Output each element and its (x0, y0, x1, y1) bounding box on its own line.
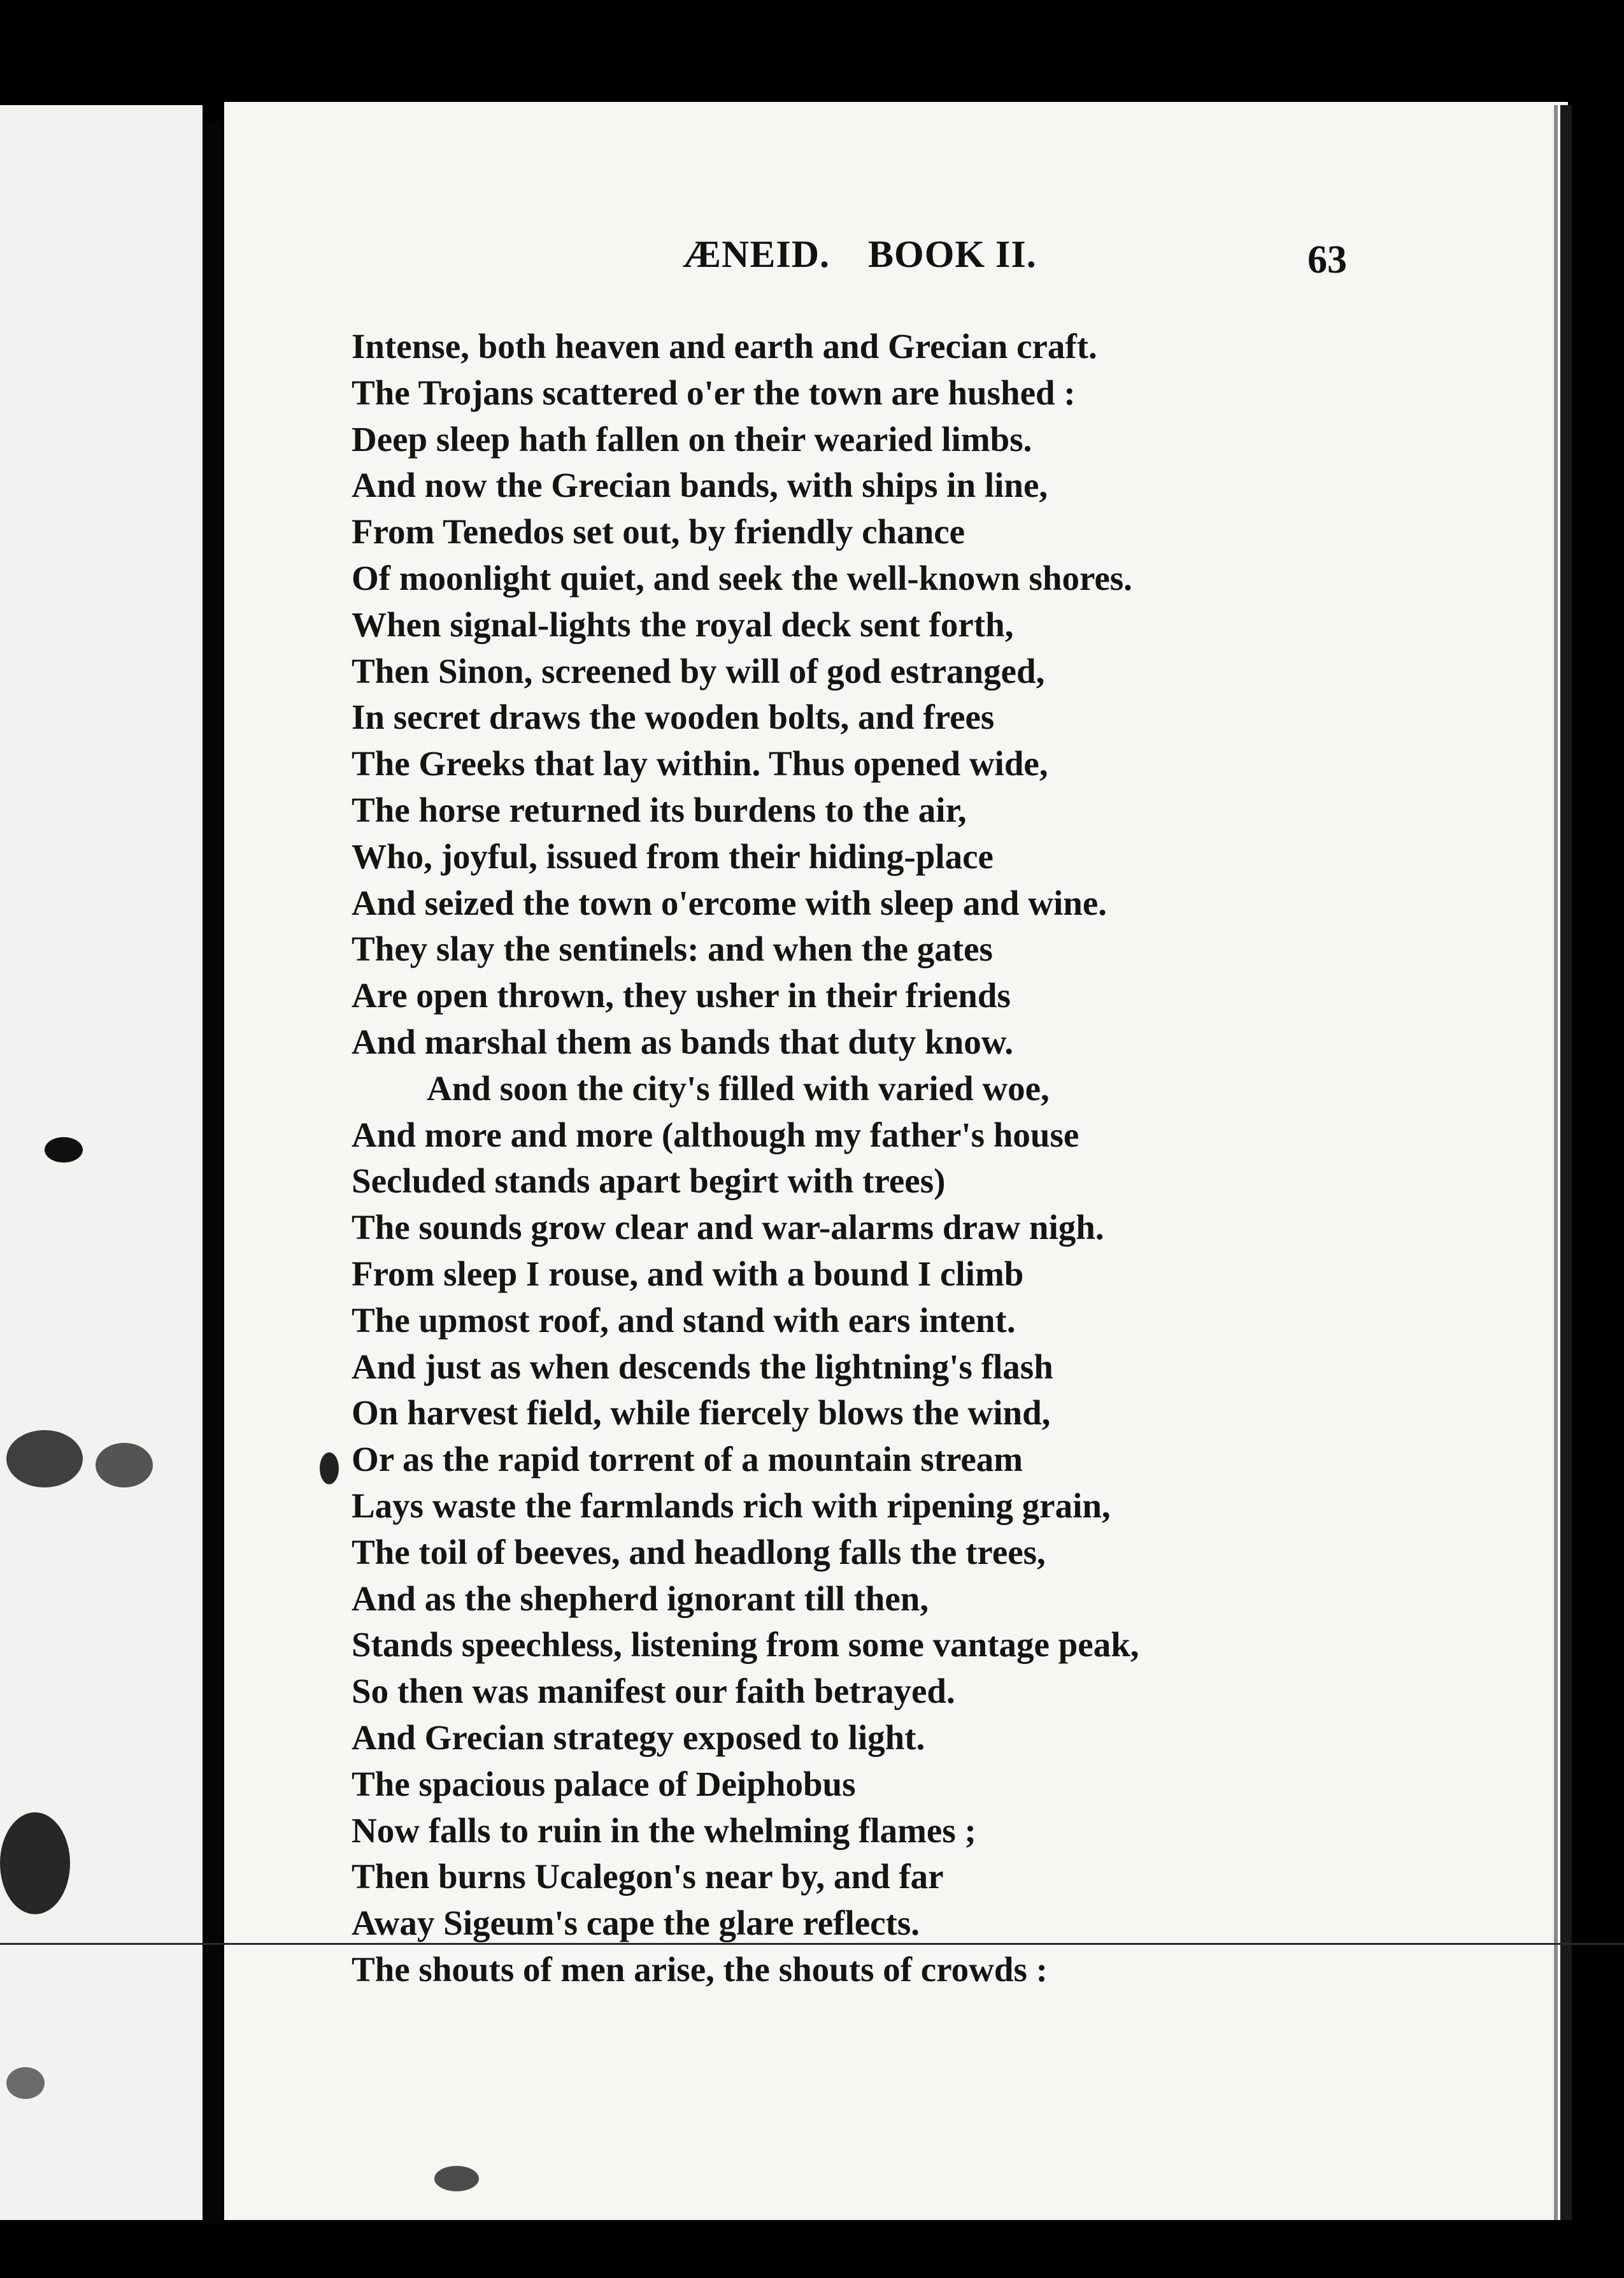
verse-line: Lays waste the farmlands rich with ripening grain, (352, 1486, 1111, 1525)
verse-line: Then Sinon, screened by will of god estranged, (352, 651, 1045, 691)
verse-line: The spacious palace of Deiphobus (352, 1764, 856, 1803)
book-title: ÆNEID. (683, 233, 830, 275)
ink-blot (96, 1443, 153, 1487)
verse-line: The sounds grow clear and war-alarms draw nigh. (352, 1208, 1104, 1247)
verse-line: The toil of beeves, and headlong falls the trees, (352, 1532, 1046, 1572)
scanner-line (0, 1943, 1624, 1945)
verse-line: And more and more (although my father's house (352, 1115, 1079, 1154)
verse-line: Or as the rapid torrent of a mountain stream (352, 1440, 1023, 1479)
ink-blot (434, 2166, 479, 2191)
verse-line: Are open thrown, they usher in their friends (352, 976, 1011, 1015)
verse-line: Of moonlight quiet, and seek the well-known shores. (352, 558, 1132, 598)
page-edge (1560, 105, 1572, 2220)
ink-blot (6, 1430, 83, 1487)
ink-blot (45, 1137, 83, 1163)
ink-blot (320, 1452, 339, 1484)
verse-line: The Trojans scattered o'er the town are hushed : (352, 373, 1076, 412)
verse-line: The shouts of men arise, the shouts of crowds : (352, 1949, 1048, 1989)
verse-line: And as the shepherd ignorant till then, (352, 1579, 929, 1618)
ink-blot (0, 1812, 70, 1914)
facing-page-edge (0, 105, 203, 2220)
ink-blot (6, 2067, 45, 2099)
verse-line: Then burns Ucalegon's near by, and far (352, 1857, 944, 1896)
verse-line-indented: And soon the city's filled with varied woe, (427, 1068, 1050, 1108)
verse-line: Now falls to ruin in the whelming flames ; (352, 1810, 976, 1850)
verse-line: Intense, both heaven and earth and Grecian craft. (352, 327, 1097, 366)
verse-line: And just as when descends the lightning's flash (352, 1347, 1053, 1386)
verse-line: Away Sigeum's cape the glare reflects. (352, 1903, 920, 1943)
verse-line: And Grecian strategy exposed to light. (352, 1717, 925, 1757)
verse-line: In secret draws the wooden bolts, and frees (352, 698, 995, 737)
verse-line: From Tenedos set out, by friendly chance (352, 512, 965, 552)
verse-block (352, 324, 1549, 1993)
page-number: 63 (1307, 238, 1347, 282)
page-edge-shadow (1554, 105, 1558, 2220)
verse-line: Deep sleep hath fallen on their wearied limbs. (352, 419, 1032, 459)
verse-line: Who, joyful, issued from their hiding-place (352, 836, 994, 876)
verse-line: And marshal them as bands that duty know. (352, 1022, 1014, 1061)
book-page (224, 102, 1568, 2220)
verse-line: The upmost roof, and stand with ears intent. (352, 1300, 1016, 1340)
verse-line: And seized the town o'ercome with sleep and wine. (352, 883, 1108, 922)
verse-line: The Greeks that lay within. Thus opened wide, (352, 744, 1048, 784)
book-number: BOOK II. (868, 233, 1037, 275)
book-gutter (203, 121, 224, 2223)
verse-line: When signal-lights the royal deck sent forth, (352, 605, 1014, 644)
verse-line: The horse returned its burdens to the air, (352, 790, 967, 829)
verse-line: From sleep I rouse, and with a bound I climb (352, 1254, 1024, 1293)
verse-line: So then was manifest our faith betrayed. (352, 1672, 955, 1711)
verse-line: They slay the sentinels: and when the gates (352, 929, 993, 969)
verse-line: And now the Grecian bands, with ships in line, (352, 466, 1048, 505)
verse-line: On harvest field, while fiercely blows the wind, (352, 1393, 1051, 1433)
running-head (683, 233, 1037, 276)
verse-line: Secluded stands apart begirt with trees) (352, 1161, 946, 1201)
verse-line: Stands speechless, listening from some vantage peak, (352, 1625, 1139, 1665)
